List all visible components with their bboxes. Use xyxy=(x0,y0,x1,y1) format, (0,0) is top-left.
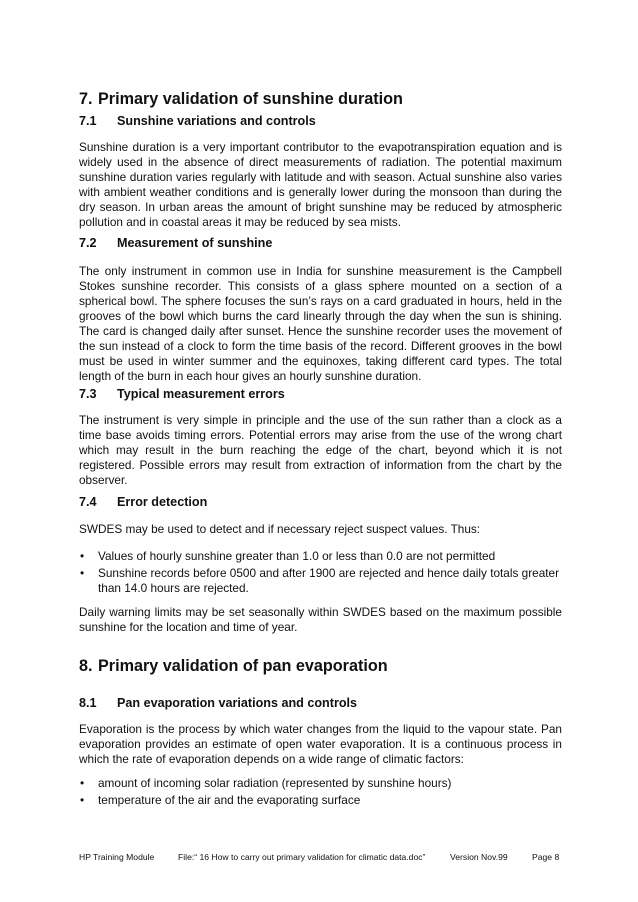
bullet-icon: • xyxy=(80,566,85,580)
footer-file: File:“ 16 How to carry out primary validation for climatic data.doc” xyxy=(178,852,426,862)
bullet-icon: • xyxy=(80,776,85,790)
footer-page-number: Page 8 xyxy=(532,852,560,862)
subsection-8-1-title: Pan evaporation variations and controls xyxy=(117,696,358,710)
subsection-8-1-number: 8.1 xyxy=(79,696,97,710)
section-7-number: 7. xyxy=(79,90,93,108)
subsection-7-2-number: 7.2 xyxy=(79,236,97,250)
paragraph-8-1-intro: Evaporation is the process by which water changes from the liquid to the vapour state. Pan evaporation provides an estimate of open water evaporation. It is a continuous process in which the rate of evaporation depends on a wide range of climatic factors: xyxy=(79,722,562,766)
paragraph-7-4-closing: Daily warning limits may be set seasonally within SWDES based on the maximum possible sunshine for the location and time of year. xyxy=(79,605,562,634)
list-item xyxy=(79,549,562,564)
subsection-7-3-title: Typical measurement errors xyxy=(117,387,285,401)
section-8-heading xyxy=(79,657,388,676)
bullet-icon: • xyxy=(80,793,85,807)
section-8-title: Primary validation of pan evaporation xyxy=(98,657,388,675)
list-item-text: amount of incoming solar radiation (represented by sunshine hours) xyxy=(98,776,452,790)
footer-module: HP Training Module xyxy=(79,852,155,862)
section-8-number: 8. xyxy=(79,657,93,675)
footer-version: Version Nov.99 xyxy=(450,852,508,862)
paragraph-7-3: The instrument is very simple in principle and the use of the sun rather than a clock as a time base avoids timing errors. Potential errors may arise from the use of the wrong chart which may result in the burn reaching the edge of the chart, beyond which it is not registered. Possible errors may result from extraction of information from the chart by the observer. xyxy=(79,413,562,487)
bullet-icon: • xyxy=(80,549,85,563)
paragraph-7-1: Sunshine duration is a very important contributor to the evapotranspiration equation and is widely used in the absence of direct measurements of radiation. The potential maximum sunshine duration varies regularly with latitude and with season. Actual sunshine also varies with ambient weather conditions and is generally lower during the monsoon than during the dry season. In urban areas the amount of bright sunshine may be reduced by atmospheric pollution and in coastal areas it may be reduced by sea mists. xyxy=(79,140,562,229)
subsection-7-1-title: Sunshine variations and controls xyxy=(117,114,316,128)
list-item-text: Values of hourly sunshine greater than 1.0 or less than 0.0 are not permitted xyxy=(98,549,496,563)
subsection-7-4-title: Error detection xyxy=(117,495,208,509)
subsection-7-2-title: Measurement of sunshine xyxy=(117,236,273,250)
subsection-7-1-heading xyxy=(79,114,316,128)
subsection-7-4-heading xyxy=(79,495,207,509)
bullet-list-8-1 xyxy=(79,776,562,810)
list-item-text: temperature of the air and the evaporating surface xyxy=(98,793,361,807)
subsection-7-3-heading xyxy=(79,387,285,401)
list-item-text: Sunshine records before 0500 and after 1900 are rejected and hence daily totals greater than 14.0 hours are rejected. xyxy=(98,566,560,595)
subsection-8-1-heading xyxy=(79,696,357,710)
subsection-7-2-heading xyxy=(79,236,272,250)
subsection-7-1-number: 7.1 xyxy=(79,114,97,128)
list-item xyxy=(79,776,562,791)
paragraph-7-4-intro: SWDES may be used to detect and if necessary reject suspect values. Thus: xyxy=(79,522,481,536)
bullet-list-7-4 xyxy=(79,549,562,598)
section-7-title: Primary validation of sunshine duration xyxy=(98,90,403,108)
subsection-7-3-number: 7.3 xyxy=(79,387,97,401)
paragraph-7-2: The only instrument in common use in India for sunshine measurement is the Campbell Stokes sunshine recorder. This consists of a glass sphere mounted on a section of a spherical bowl. The sphere focuses the sun’s rays on a card graduated in hours, held in the grooves of the bowl which burns the card linearly through the day when the sun is shining. The card is changed daily after sunset. Hence the sunshine recorder uses the movement of the sun instead of a clock to form the time basis of the record. Different grooves in the bowl must be used in winter summer and the equinoxes, taking different card types. The total length of the burn in each hour gives an hourly sunshine duration. xyxy=(79,264,562,383)
list-item xyxy=(79,566,562,596)
list-item xyxy=(79,793,562,808)
section-7-heading xyxy=(79,90,403,109)
subsection-7-4-number: 7.4 xyxy=(79,495,97,509)
